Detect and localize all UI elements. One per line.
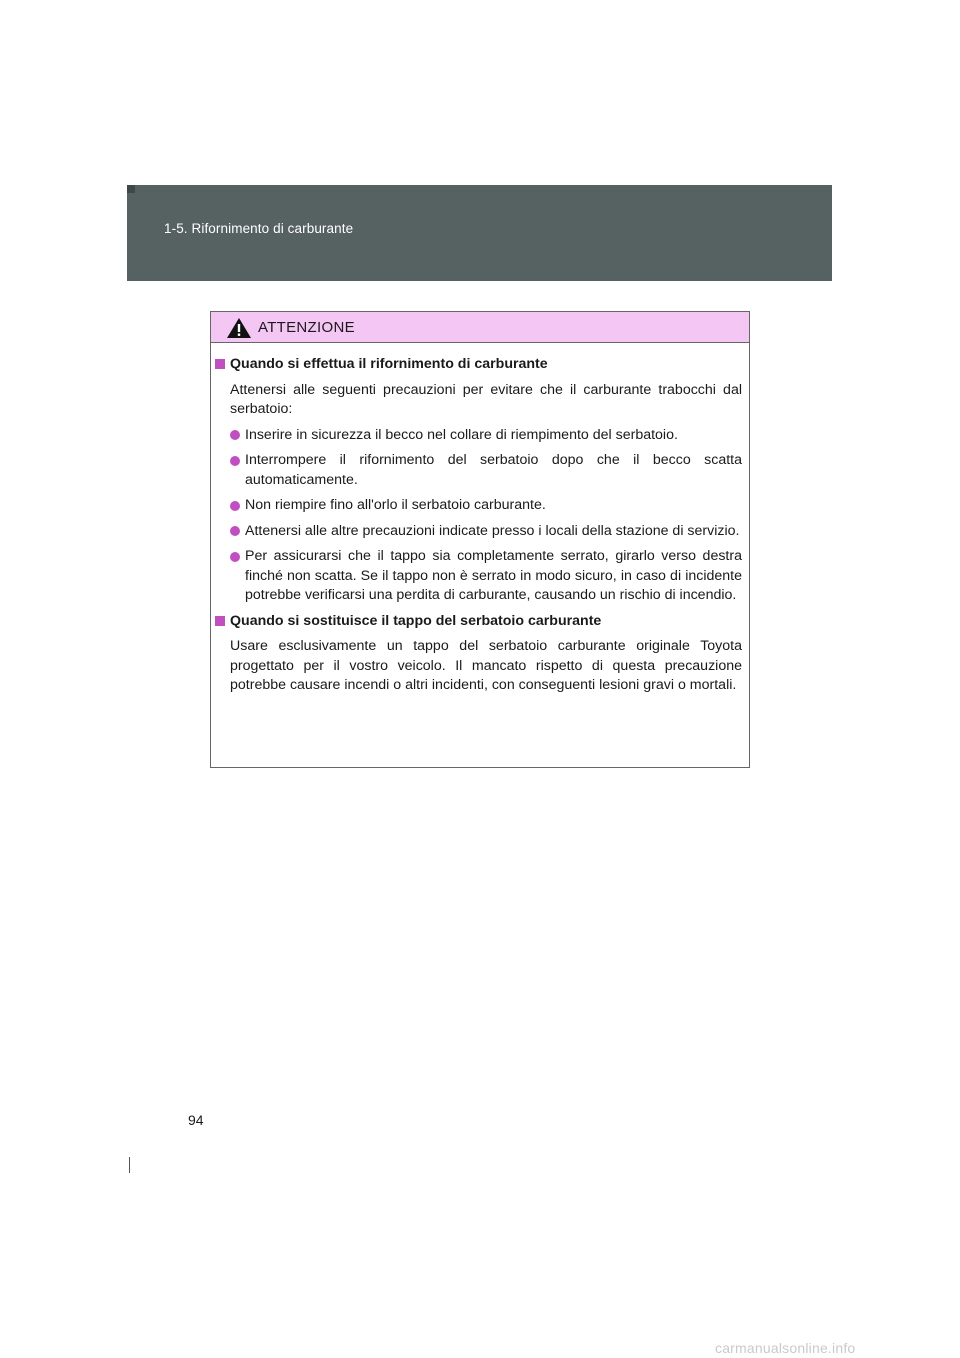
heading-text: Quando si effettua il rifornimento di carburante: [230, 356, 548, 372]
list-item: [230, 522, 742, 542]
section-heading-cap-replacement: [215, 612, 742, 632]
intro-paragraph: Attenersi alle seguenti precauzioni per evitare che il carburante trabocchi dal serbatoio:: [230, 381, 742, 417]
warning-header: [211, 312, 749, 343]
square-bullet-icon: [215, 359, 225, 369]
list-item: [230, 547, 742, 606]
watermark: carmanualsonline.info: [715, 1340, 856, 1356]
list-item: [230, 496, 742, 516]
header-corner-mark: [127, 185, 135, 193]
body-paragraph: Usare esclusivamente un tappo del serbatoio carburante originale Toyota progettato per il vostro veicolo. Il mancato rispetto di questa precauzione potrebbe causare incendi o altri incidenti, con conseguenti lesioni gravi o mortali.: [230, 638, 742, 693]
list-item-text: Non riempire fino all'orlo il serbatoio carburante.: [245, 497, 546, 513]
page-number: 94: [188, 1112, 204, 1128]
dot-bullet-icon: [230, 456, 240, 466]
warning-triangle-icon: [226, 317, 252, 339]
heading-text: Quando si sostituisce il tappo del serbatoio carburante: [230, 612, 602, 629]
warning-label: ATTENZIONE: [258, 318, 355, 336]
list-item-text: Attenersi alle altre precauzioni indicate presso i locali della stazione di servizio.: [245, 522, 740, 539]
list-item-text: Per assicurarsi che il tappo sia completamente serrato, girarlo verso destra finché non scatta. Se il tappo non è serrato in modo sicuro, in caso di incidente potrebbe verificarsi una perdita di carburante, causando un rischio di incendio.: [245, 548, 742, 603]
dot-bullet-icon: [230, 501, 240, 511]
list-item-text: Interrompere il rifornimento del serbatoio dopo che il becco scatta automaticamente.: [245, 452, 742, 488]
section-title: 1-5. Rifornimento di carburante: [164, 221, 354, 236]
dot-bullet-icon: [230, 552, 240, 562]
dot-bullet-icon: [230, 526, 240, 536]
section-heading-refueling: [215, 355, 742, 375]
list-item: [230, 451, 742, 490]
list-item: [230, 426, 742, 446]
margin-mark: [129, 1157, 130, 1173]
warning-box: [210, 311, 750, 768]
dot-bullet-icon: [230, 430, 240, 440]
list-item-text: Inserire in sicurezza il becco nel collare di riempimento del serbatoio.: [245, 426, 678, 443]
square-bullet-icon: [215, 616, 225, 626]
warning-content: [211, 343, 749, 696]
